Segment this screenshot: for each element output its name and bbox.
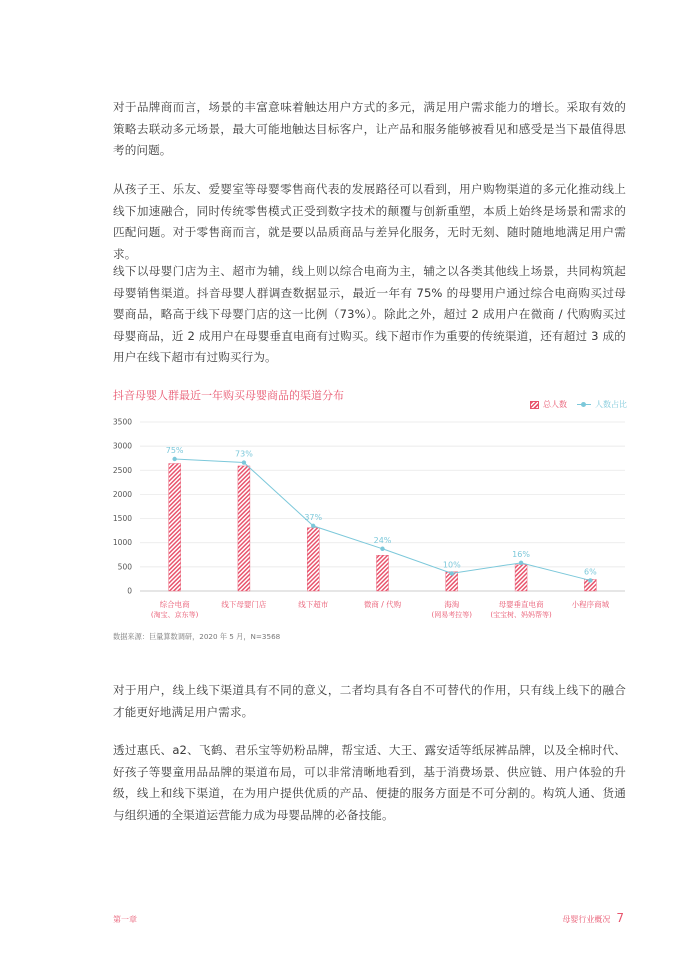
x-category-label: 微商 / 代购: [363, 600, 402, 609]
footer-chapter: 第一章: [113, 915, 137, 924]
x-category-sublabel: (淘宝、京东等): [150, 611, 199, 619]
y-tick-label: 3000: [112, 441, 132, 451]
bar: [515, 565, 527, 591]
x-category-label: 母婴垂直电商: [498, 600, 544, 609]
x-category-sublabel: (宝宝树、妈妈帮等): [490, 611, 552, 619]
bar: [446, 572, 458, 591]
ratio-point: [450, 571, 454, 575]
ratio-point: [588, 578, 592, 582]
ratio-data-label: 24%: [373, 535, 392, 545]
ratio-point: [242, 460, 246, 464]
x-category-label: 综合电商: [159, 600, 190, 609]
ratio-data-label: 6%: [584, 567, 597, 577]
x-category-label: 海淘: [444, 600, 460, 609]
paragraph-4: 对于用户，线上线下渠道具有不同的意义，二者均具有各自不可替代的作用，只有线上线下的融合才能更好地满足用户需求。: [113, 683, 626, 719]
ratio-point: [519, 561, 523, 565]
x-category-sublabel: (网易考拉等): [431, 611, 473, 619]
ratio-point: [311, 524, 315, 528]
y-tick-label: 0: [127, 586, 132, 596]
chart-title: 抖音母婴人群最近一年购买母婴商品的渠道分布: [113, 389, 344, 402]
ratio-point: [172, 457, 176, 461]
legend-bar-swatch: [530, 401, 539, 409]
ratio-data-label: 75%: [165, 446, 184, 455]
ratio-data-label: 10%: [442, 560, 461, 570]
legend-line-swatch: [577, 401, 591, 409]
paragraph-3: 线下以母婴门店为主、超市为辅，线上则以综合电商为主，辅之以各类其他线上场景，共同构筑起母婴销售渠道。抖音母婴人群调查数据显示，最近一年有 75% 的母婴用户通过综合电商购买过母婴商品，略高于线下母婴门店的这一比例（73%）。除此之外，超过 2 成用户在微商 / 代购购买过母婴商品，近 2 成用户在母婴垂直电商有过购买。线下超市作为重要的传统渠道，还有超过 3 成的用户在线下超市有过购买行为。: [113, 264, 626, 364]
paragraph-2: 从孩子王、乐友、爱婴室等母婴零售商代表的发展路径可以看到，用户购物渠道的多元化推动线上线下加速融合，同时传统零售模式正受到数字技术的颠覆与创新重塑，本质上始终是场景和需求的匹配问题。对于零售商而言，就是要以品质商品与差异化服务，无时无刻、随时随地地满足用户需求。: [113, 182, 626, 261]
footer-section: 母婴行业概况: [562, 915, 611, 924]
data-source-note: 数据来源：巨量算数调研，2020 年 5 月，N=3568: [113, 632, 281, 641]
y-tick-label: 1000: [112, 538, 132, 548]
chart-legend: [530, 399, 627, 410]
legend-item-ratio: [577, 399, 627, 410]
bar: [169, 464, 181, 591]
paragraph-5: 透过惠氏、a2、飞鹤、君乐宝等奶粉品牌，帮宝适、大王、露安适等纸尿裤品牌，以及全棉时代、好孩子等婴童用品品牌的渠道布局，可以非常清晰地看到，基于消费场景、供应链、用户体验的升级，线上和线下渠道，在为用户提供优质的产品、便捷的服务方面是不可分割的。构筑人通、货通与组织通的全渠道运营能力成为母婴品牌的必备技能。: [113, 743, 626, 822]
bar: [307, 528, 319, 591]
ratio-data-label: 73%: [235, 449, 253, 459]
bar: [584, 579, 596, 591]
y-tick-label: 3500: [112, 417, 132, 427]
footer-right: [562, 911, 624, 925]
ratio-data-label: 37%: [304, 512, 323, 522]
y-tick-label: 2000: [112, 489, 132, 499]
paragraph-1: 对于品牌商而言，场景的丰富意味着触达用户方式的多元，满足用户需求能力的增长。采取有效的策略去联动多元场景，最大可能地触达目标客户，让产品和服务能够被看见和感受是当下最值得思考的问题。: [113, 100, 626, 157]
ratio-data-label: 16%: [512, 549, 530, 559]
y-tick-label: 2500: [112, 465, 132, 475]
x-category-label: 线下母婴门店: [221, 600, 267, 609]
x-category-label: 线下超市: [298, 600, 329, 609]
bar: [377, 555, 389, 591]
page-number: 7: [616, 911, 624, 925]
legend-label-ratio: 人数占比: [595, 400, 627, 409]
bar: [238, 466, 250, 591]
ratio-line: [175, 459, 591, 580]
legend-label-total: 总人数: [543, 400, 567, 409]
x-category-label: 小程序商城: [571, 600, 610, 609]
ratio-point: [380, 547, 384, 551]
y-tick-label: 500: [117, 562, 132, 572]
legend-item-total: [530, 399, 567, 410]
y-tick-label: 1500: [112, 514, 132, 524]
